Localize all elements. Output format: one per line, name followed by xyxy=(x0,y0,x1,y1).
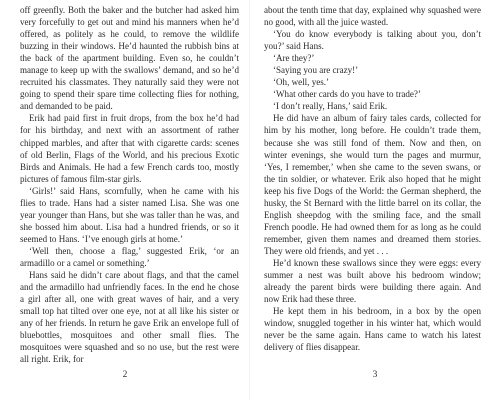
page-number-left: 2 xyxy=(122,370,128,380)
page-number-right: 3 xyxy=(372,370,378,380)
right-paragraph-6: ‘What other cards do you have to trade?’ xyxy=(273,89,421,100)
left-paragraph-2: Erik had paid first in fruit drops, from the box he’d had for his birthday, and next with an assortment of rather chipped marbles, and after that with cigarette cards: scenes of old Berlin, Flags of the World, and his precious Exotic Birds and Animals. He had a few French cards too, mostly pictures of famous film-star girls. xyxy=(20,113,239,184)
right-paragraph-3: ‘Are they?’ xyxy=(273,53,315,64)
right-paragraph-2: ‘You do know everybody is talking about you, don’t you?’ said Hans. xyxy=(264,29,481,52)
left-paragraph-1: off greenfly. Both the baker and the butcher had asked him very forcefully to get out and mind his manners when he’d offered, as politely as he could, to remove the wildlife buzzing in their windows. He’d haunted the rubbish bins at the back of the apartment building. Even so, he couldn’t manage to keep up with the swallows’ demand, and so he’d recruited his classmates. They naturally said they were not going to spend their spare time collecting flies for nothing, and demanded to be paid. xyxy=(20,5,239,112)
left-paragraph-4: ‘Well then, choose a flag,’ suggested Erik, ‘or an armadillo or a camel or something.’ xyxy=(20,245,239,268)
right-paragraph-1: about the tenth time that day, explained why squashed were no good, with all the juice wasted. xyxy=(264,5,481,28)
right-paragraph-10: He kept them in his bedroom, in a box by the open window, snuggled together in his winter hat, which would never be the same again. Hans came to watch his latest delivery of flies disappear. xyxy=(264,306,481,353)
right-paragraph-4: ‘Saying you are crazy!’ xyxy=(273,65,359,76)
right-paragraph-8: He did have an album of fairy tales cards, collected for him by his mother, long before. He couldn’t trade them, because she was still fond of them. Now and then, on winter evenings, she would turn the pages and murmur, ‘Yes, I remember,’ when she came to the seven swans, or the tin soldier, or whatever. Erik also hoped that he might keep his five Dogs of the World: the German shepherd, the husky, the St Bernard with the little barrel on its collar, the English sheepdog with the smiling face, and the small French poodle. He had owned them for as long as he could remember, given them names and dreamed them stories. They were old friends, and yet . . . xyxy=(264,113,481,256)
right-page xyxy=(250,0,500,400)
left-paragraph-5: Hans said he didn’t care about flags, and that the camel and the armadillo had unfriendly faces. In the end he chose a girl after all, one with great waves of hair, and a very small top hat tilted over one eye, not at all like his sister or any of her friends. In return he gave Erik an envelope full of bluebottles, mosquitoes and other small flies. The mosquitoes were squashed and so no use, but the rest were all right. Erik, for xyxy=(20,270,239,365)
right-paragraph-5: ‘Oh, well, yes.’ xyxy=(273,77,330,88)
left-paragraph-3: ‘Girls!’ said Hans, scornfully, when he came with his flies to trade. Hans had a sister named Lisa. She was one year younger than Hans, but she was taller than he was, and she bossed him about. Lisa had a hundred friends, or so it seemed to Hans. ‘I’ve enough girls at home.’ xyxy=(20,185,239,244)
right-paragraph-7: ‘I don’t really, Hans,’ said Erik. xyxy=(273,101,388,112)
right-paragraph-9: He’d known these swallows since they were eggs: every summer a nest was built above his bedroom window; already the parent birds were building there again. And now Erik had these three. xyxy=(264,257,481,305)
